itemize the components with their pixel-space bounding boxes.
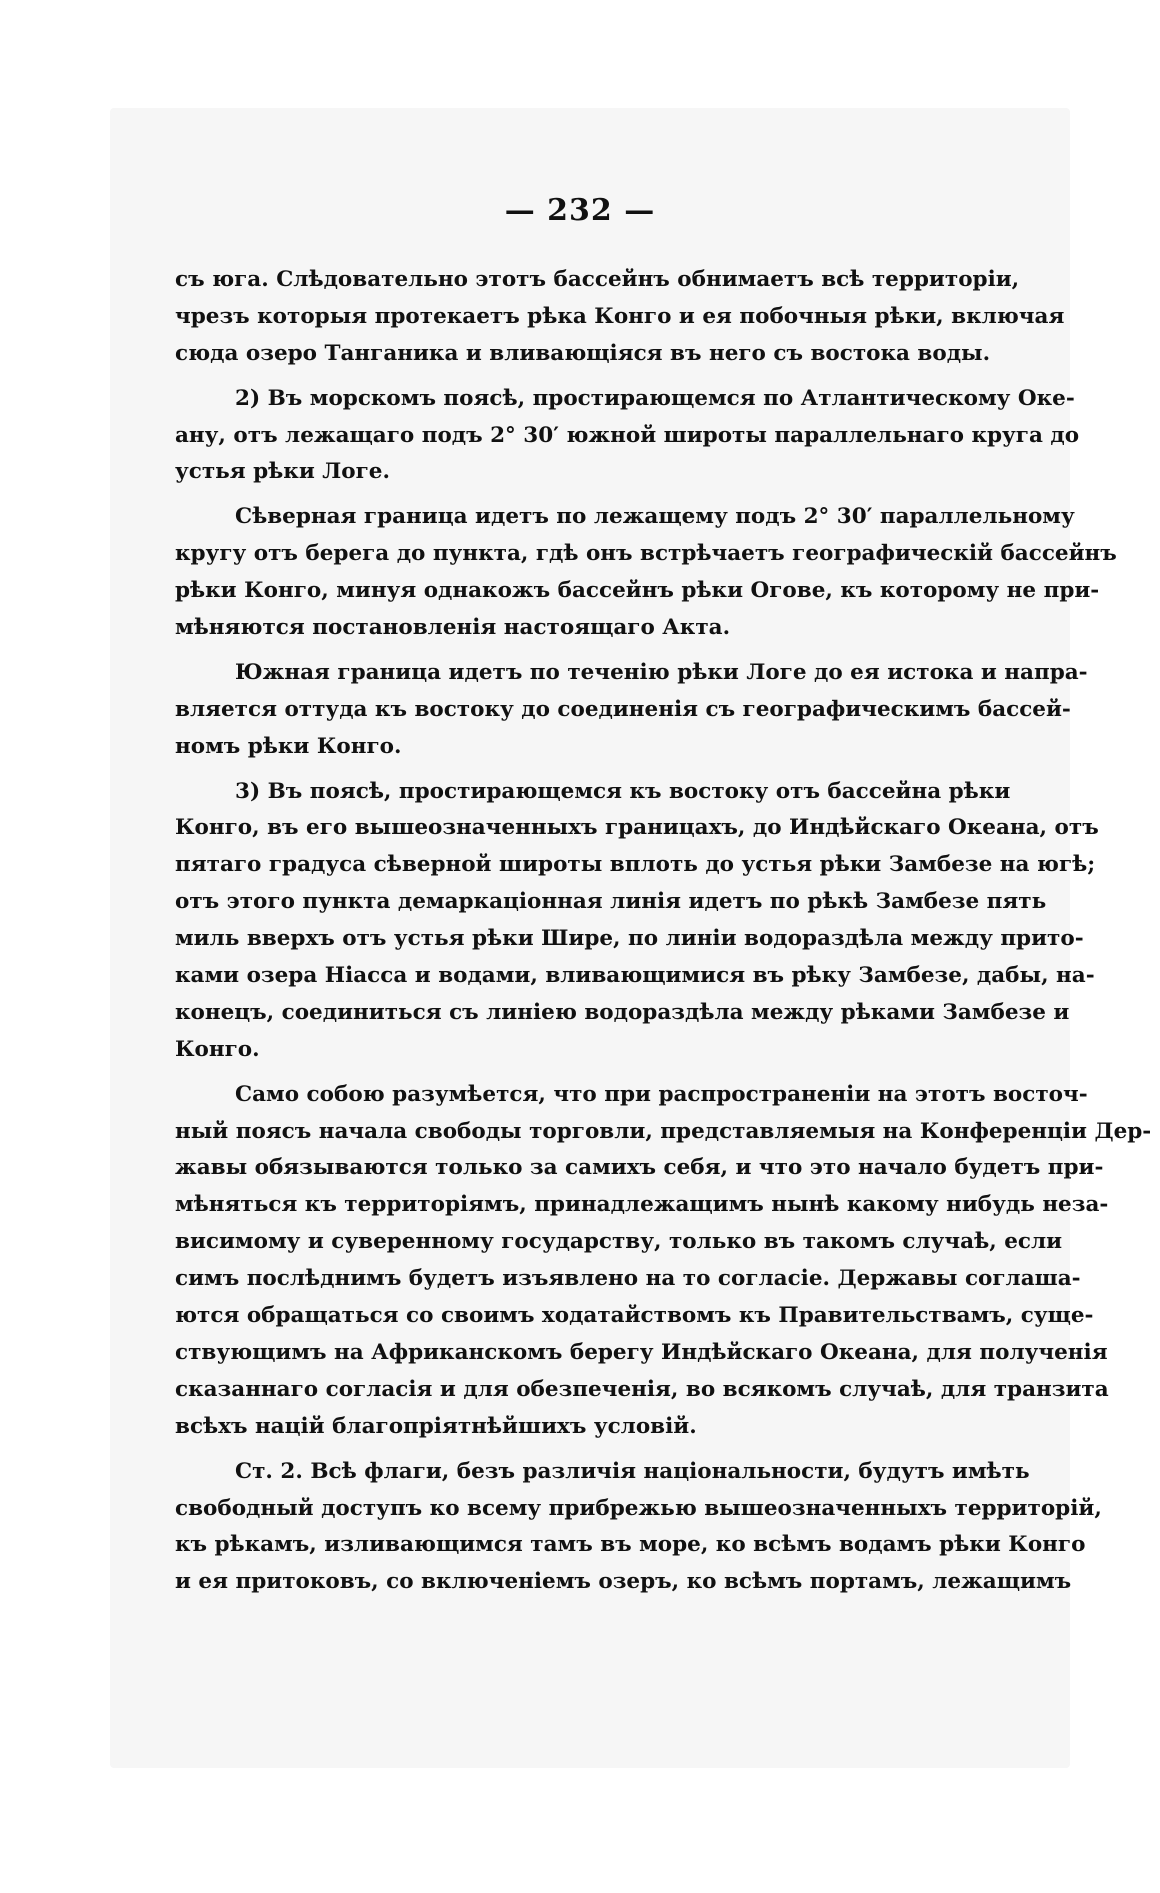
- text-line: Конго.: [175, 1036, 260, 1062]
- text-line: ану, отъ лежащаго подъ 2° 30′ южной широты параллельнаго круга до: [175, 422, 1080, 448]
- paragraph-gap: [175, 1069, 965, 1077]
- text-line: Южная граница идетъ по теченію рѣки Логе до ея истока и напра-: [235, 659, 1088, 685]
- text-line: съ юга. Слѣдовательно этотъ бассейнъ обнимаетъ всѣ территоріи,: [175, 267, 1020, 292]
- body-text: [175, 262, 1152, 1601]
- text-line: свободный доступъ ко всему прибрежью вышеозначенныхъ территорій,: [175, 1495, 1102, 1521]
- text-line: миль вверхъ отъ устья рѣки Шире, по линіи водораздѣла между прито-: [175, 926, 1084, 952]
- paragraph: [175, 499, 1117, 647]
- paragraph-gap: [175, 766, 965, 774]
- paragraph: [175, 262, 1065, 373]
- text-line: ками озера Ніасса и водами, вливающимися въ рѣку Замбезе, дабы, на-: [175, 963, 1095, 989]
- text-line: Сѣверная граница идетъ по лежащему подъ 2° 30′ параллельному: [235, 504, 1075, 530]
- text-line: вляется оттуда къ востоку до соединенія съ географическимъ бассей-: [175, 696, 1071, 722]
- paragraph-gap: [175, 491, 965, 499]
- text-line: ствующимъ на Африканскомъ берегу Индѣйскаго Океана, для полученія: [175, 1339, 1108, 1365]
- text-line: Ст. 2. Всѣ флаги, безъ различія національности, будутъ имѣть: [235, 1458, 1030, 1484]
- text-line: устья рѣки Логе.: [175, 459, 390, 485]
- text-line: кругу отъ берега до пункта, гдѣ онъ встрѣчаетъ географическій бассейнъ: [175, 541, 1117, 567]
- text-line: мѣняться къ территоріямъ, принадлежащимъ нынѣ какому нибудь неза-: [175, 1192, 1109, 1218]
- text-line: пятаго градуса сѣверной широты вплоть до устья рѣки Замбезе на югѣ;: [175, 852, 1096, 878]
- text-line: сказаннаго согласія и для обезпеченія, во всякомъ случаѣ, для транзита: [175, 1376, 1109, 1402]
- text-line: симъ послѣднимъ будетъ изъявлено на то согласіе. Державы соглаша-: [175, 1266, 1081, 1292]
- text-line: и ея притоковъ, со включеніемъ озеръ, ко всѣмъ портамъ, лежащимъ: [175, 1569, 1072, 1595]
- paragraph-gap: [175, 647, 965, 655]
- paragraph: [175, 1077, 1152, 1446]
- paragraph: [175, 381, 1080, 492]
- text-line: 2) Въ морскомъ поясѣ, простирающемся по Атлантическому Оке-: [235, 385, 1075, 411]
- paragraph-gap: [175, 373, 965, 381]
- text-line: рѣки Конго, минуя однакожъ бассейнъ рѣки Огове, къ которому не при-: [175, 578, 1100, 604]
- text-line: отъ этого пункта демаркаціонная линія идетъ по рѣкѣ Замбезе пять: [175, 889, 1047, 915]
- text-line: къ рѣкамъ, изливающимся тамъ въ море, ко всѣмъ водамъ рѣки Конго: [175, 1532, 1086, 1558]
- text-line: жавы обязываются только за самихъ себя, и что это начало будетъ при-: [175, 1155, 1104, 1181]
- page-number: — 232 —: [504, 193, 656, 228]
- paragraph: [175, 774, 1099, 1069]
- text-line: ются обращаться со своимъ ходатайствомъ къ Правительствамъ, суще-: [175, 1303, 1094, 1329]
- text-line: 3) Въ поясѣ, простирающемся къ востоку отъ бассейна рѣки: [235, 778, 1011, 804]
- text-line: всѣхъ націй благопріятнѣйшихъ условій.: [175, 1413, 697, 1439]
- text-line: чрезъ которыя протекаетъ рѣка Конго и ея побочныя рѣки, включая: [175, 303, 1065, 329]
- paragraph: [175, 655, 1088, 766]
- text-line: сюда озеро Танганика и вливающіяся въ него съ востока воды.: [175, 340, 991, 366]
- text-line: Конго, въ его вышеозначенныхъ границахъ, до Индѣйскаго Океана, отъ: [175, 815, 1099, 841]
- text-line: мѣняются постановленія настоящаго Акта.: [175, 615, 731, 641]
- paragraph-gap: [175, 1446, 965, 1454]
- text-line: ный поясъ начала свободы торговли, представляемыя на Конференціи Дер-: [175, 1118, 1152, 1144]
- text-line: конецъ, соединиться съ линіею водораздѣла между рѣками Замбезе и: [175, 999, 1070, 1025]
- text-line: номъ рѣки Конго.: [175, 733, 402, 759]
- paragraph: [175, 1454, 1102, 1602]
- text-line: Само собою разумѣется, что при распространеніи на этотъ восточ-: [235, 1081, 1088, 1107]
- text-line: висимому и суверенному государству, только въ такомъ случаѣ, если: [175, 1229, 1063, 1255]
